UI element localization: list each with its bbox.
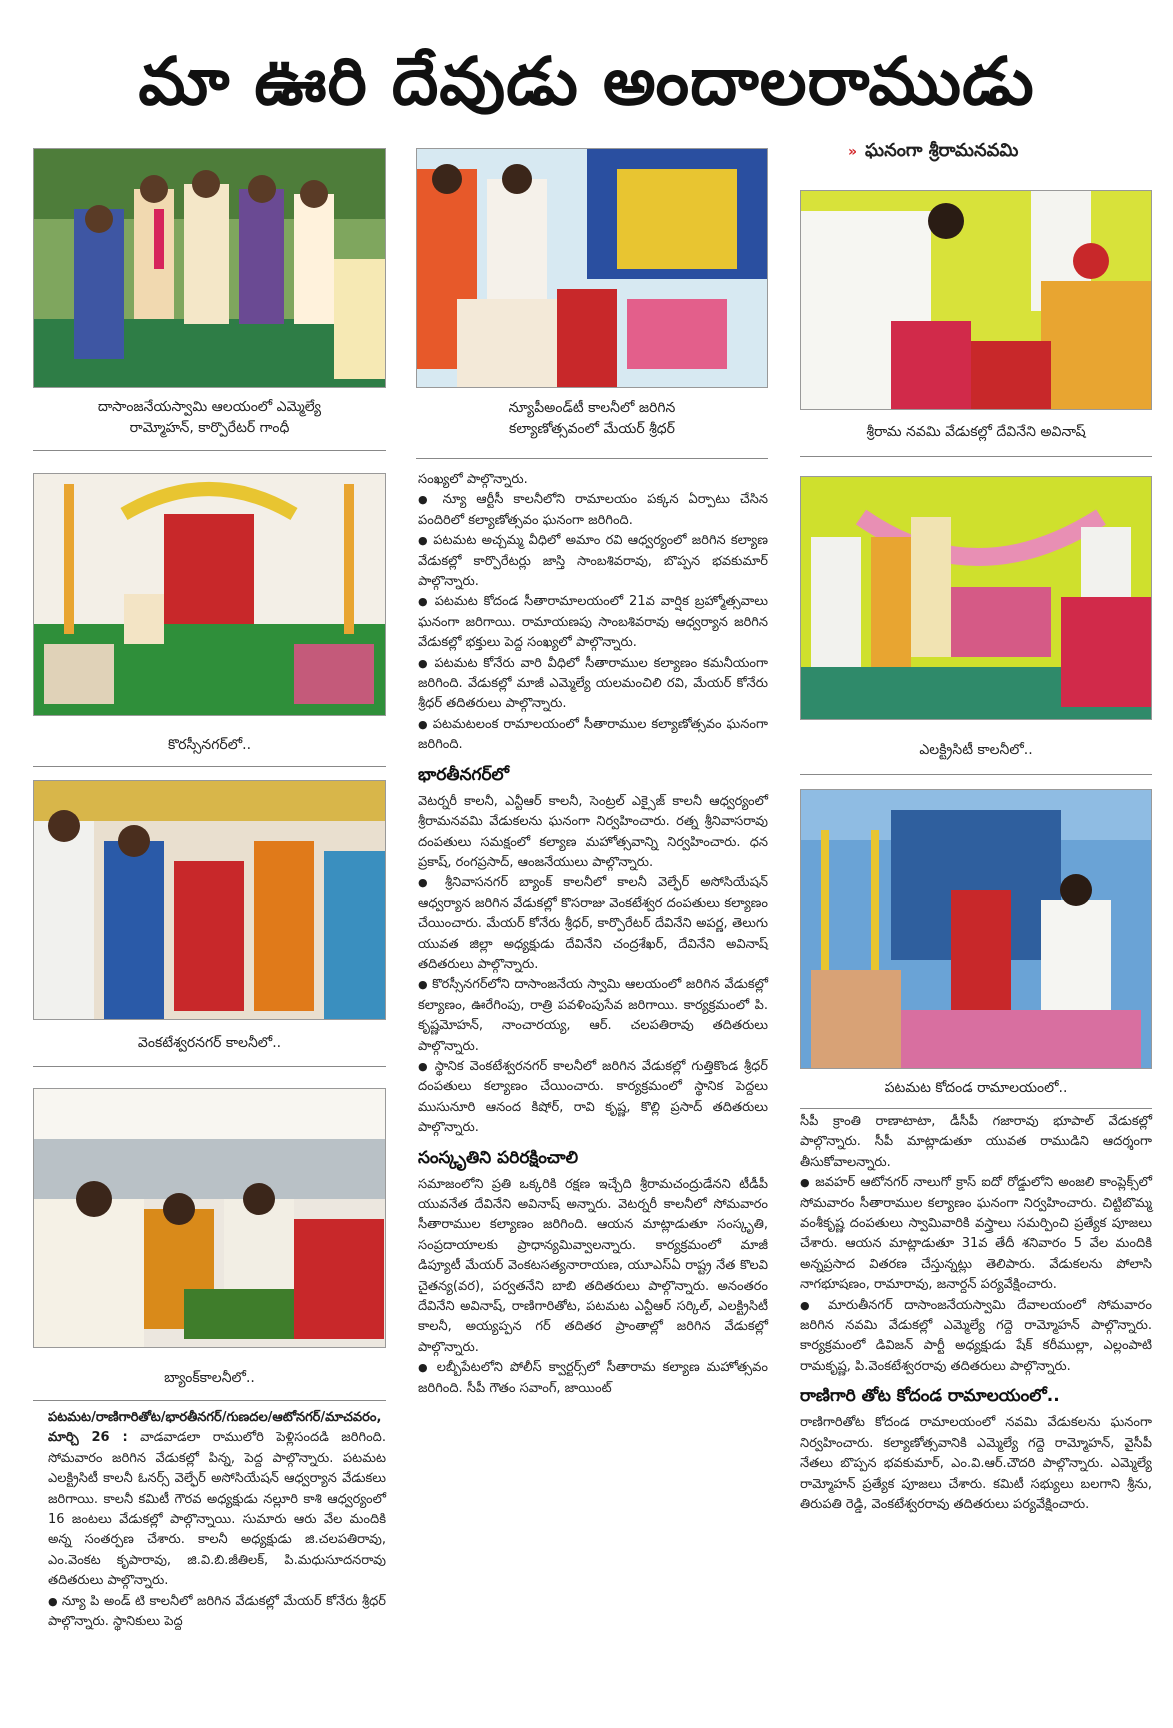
photo-caption: కొరస్సీనగర్‌లో..: [167, 737, 252, 753]
article-col2-text: [418, 470, 768, 1399]
bullet-paragraph: ● శ్రీనివాసనగర్ బ్యాంక్ కాలనీలో కాలనీ వెల్ఫేర్ అసోసియేషన్ ఆధ్వర్యాన జరిగిన వేడుకల్లో కొసరాజు వెంకటేశ్వర దంపతులు కల్యాణం చేయించారు. మేయర్ కోనేరు శ్రీధర్, కార్పొరేటర్ దేవినేని అపర్ణ, తెలుగు యువత జిల్లా అధ్యక్షుడు దేవినేని చంద్రశేఖర్, దేవినేని అవినాష్ తదితరులు పాల్గొన్నారు.: [418, 873, 768, 975]
bullet-paragraph: ● మారుతీనగర్ దాసాంజనేయస్వామి దేవాలయంలో సోమవారం జరిగిన నవమి వేడుకల్లో ఎమ్మెల్యే గద్దె రామ్మోహన్ పాల్గొన్నారు. కార్యక్రమంలో డివిజన్ పార్టీ అధ్యక్షుడు షేక్ కరీముల్లా, ఎల్లంపాటి రామకృష్ణ, పి.వెంకటేశ్వరరావు తదితరులు పాల్గొన్నారు.: [800, 1296, 1152, 1378]
divider: [800, 1108, 1152, 1109]
dateline: పటమట/రాణిగారితోట/భారతీనగర్/గుణదల/ఆటోనగర్/మాచవరం, మార్చి 26 :: [48, 1410, 382, 1446]
photo-caption: బ్యాంక్‌కాలనీలో..: [164, 1370, 255, 1386]
photo-caption: దాసాంజనేయస్వామి ఆలయంలో ఎమ్మెల్యే రామ్మోహన్, కార్పొరేటర్ గాంధీ: [97, 399, 322, 436]
bullet-paragraph: ● లబ్బీపేటలోని పోలీస్ క్వార్టర్స్‌లో సీతారామ కల్యాణ మహోత్సవం జరిగింది. సీపీ గౌతం సవాంగ్, జాయింట్: [418, 1358, 768, 1399]
bullet-paragraph: ● స్థానిక వెంకటేశ్వరనగర్ కాలనీలో జరిగిన వేడుకల్లో గుత్తికొండ శ్రీధర్ దంపతులు కల్యాణం చేయించారు. కార్యక్రమంలో స్థానిక పెద్దలు ముసునూరి ఆనంద కిషోర్, రావి కృష్ణ, కొల్లి ప్రసాద్ తదితరులు పాల్గొన్నారు.: [418, 1057, 768, 1139]
article-paragraph: సీపీ క్రాంతి రాణాటాటా, డీసీపీ గజారావు భూపాల్ వేడుకల్లో పాల్గొన్నారు. సీపీ మాట్లాడుతూ యువత రాముడిని ఆదర్శంగా తీసుకోవాలన్నారు.: [800, 1114, 1152, 1170]
bullet-paragraph: ● న్యూ పి అండ్ టి కాలనీలో జరిగిన వేడుకల్లో మేయర్ కోనేరు శ్రీధర్ పాల్గొన్నారు. స్థానికులు పెద్ద: [48, 1592, 386, 1633]
divider: [33, 1066, 386, 1067]
photo-electricity-colony: [800, 476, 1152, 720]
bullet-paragraph: ● కొరస్సీనగర్‌లోని దాసాంజనేయ స్వామి ఆలయంలో జరిగిన వేడుకల్లో కల్యాణం, ఊరేగింపు, రాత్రి పవళింపుసేవ జరిగాయి. కార్యక్రమంలో పి. కృష్ణమోహన్, నాంచారయ్య, ఆర్. చలపతిరావు తదితరులు పాల్గొన్నారు.: [418, 975, 768, 1057]
article-paragraph: సంఖ్యలో పాల్గొన్నారు.: [418, 472, 528, 487]
photo-bank-colony: [33, 1088, 386, 1348]
photo-korassi-nagar: [33, 473, 386, 716]
article-paragraph: వెటర్నరీ కాలనీ, ఎన్టీఆర్ కాలనీ, సెంట్రల్ ఎక్సైజ్ కాలనీ ఆధ్వర్యంలో శ్రీరామనవమి వేడుకలను ఘనంగా నిర్వహించారు. రత్న శ్రీనివాసరావు దంపతులు సమక్షంలో కల్యాణ మహోత్సవాన్ని నిర్వహించారు. ధన ప్రకాష్, రంగప్రసాద్, ఆంజనేయులు పాల్గొన్నారు.: [418, 793, 768, 870]
photo-avinash-navami: [800, 190, 1152, 410]
bullet-paragraph: ● న్యూ ఆర్టీసీ కాలనీలోని రామాలయం పక్కన ఏర్పాటు చేసిన పందిరిలో కల్యాణోత్సవం ఘనంగా జరిగింది.: [418, 490, 768, 531]
bullet-paragraph: ● జవహర్ ఆటోనగర్ నాలుగో క్రాస్ ఐదో రోడ్డులోని అంజలి కాంప్లెక్స్‌లో సోమవారం సీతారాముల కల్యాణం ఘనంగా నిర్వహించారు. చిట్టిబొమ్మ వంశీకృష్ణ దంపతులు స్వామివారికి వస్త్రాలు సమర్పించి ప్రత్యేక పూజలు చేశారు. ఆయన మాట్లాడుతూ 31వ తేదీ శనివారం 5 వేల మందికి అన్నప్రసాద వితరణ చేస్తున్నట్లు తెలిపారు. వేడుకలను పోలాసి నాగభూషణం, రామారావు, జనార్దన్ పర్యవేక్షించారు.: [800, 1173, 1152, 1295]
bullet-paragraph: ● పటమట కోదండ సీతారామాలయంలో 21వ వార్షిక బ్రహ్మోత్సవాలు ఘనంగా జరిగాయి. రామాయణపు సాంబశివరావు ఆధ్వర్యాన జరిగిన వేడుకల్లో భక్తులు పెద్ద సంఖ్యలో పాల్గొన్నారు.: [418, 592, 768, 653]
photo-dasanjaneya-temple: [33, 148, 386, 388]
article-paragraph: రాణిగారితోట కోదండ రామాలయంలో నవమి వేడుకలను ఘనంగా నిర్వహించారు. కల్యాణోత్సవానికి ఎమ్మెల్యే గద్దె రామ్మోహన్, వైసీపీ నేతలు బొప్పన భవకుమార్, ఎం.వి.ఆర్.చౌదరి పాల్గొన్నారు. ఎమ్మెల్యే రామ్మోహన్ ప్రత్యేక పూజలు చేశారు. కమిటీ సభ్యులు బలగాని శ్రీను, తిరుపతి రెడ్డి, వెంకటేశ్వరరావు తదితరులు పర్యవేక్షించారు.: [800, 1415, 1152, 1512]
divider: [33, 1400, 386, 1401]
photo-caption: పటమట కోదండ రామాలయంలో..: [884, 1080, 1068, 1096]
page-headline: మా ఊరి దేవుడు అందాలరాముడు: [138, 43, 1035, 120]
kicker-label: ఘనంగా శ్రీరామనవమి: [865, 140, 1019, 161]
article-paragraph: సమాజంలోని ప్రతి ఒక్కరికి రక్షణ ఇచ్చేది శ్రీరామచంద్రుడేనని టీడీపీ యువనేత దేవినేని అవినాష్ అన్నారు. వెటర్నరీ కాలనీలో సోమవారం సీతారాముల కల్యాణం జరిగింది. ఆయన మాట్లాడుతూ సంస్కృతి, సంప్రదాయాలకు ప్రాధాన్యమివ్వాలన్నారు. కార్యక్రమంలో మాజీ డిప్యూటీ మేయర్ వెంకటసత్యనారాయణ, యూఎస్‌ఏ రాష్ట్ర నేత కొలవి చైతన్య(వర), పర్వతనేని బాబి తదితరులు పాల్గొన్నారు. అనంతరం దేవినేని అవినాష్, రాణిగారితోట, పటమట ఎన్టీఆర్ సర్కిల్, ఎలక్ట్రిసిటీ కాలనీ, అయ్యప్పన గర్ తదితర ప్రాంతాల్లో జరిగిన వేడుకల్లో పాల్గొన్నారు.: [418, 1176, 768, 1355]
photo-caption: శ్రీరామ నవమి వేడుకల్లో దేవినేని అవినాష్: [866, 424, 1086, 440]
double-arrow-icon: »: [848, 144, 858, 160]
article-paragraph: వాడవాడలా రాములోరి పెళ్లిసందడి జరిగింది. సోమవారం జరిగిన వేడుకల్లో పిన్న, పెద్ద పాల్గొన్నారు. పటమట ఎలక్ట్రిసిటీ కాలనీ ఓనర్స్ వెల్ఫేర్ అసోసియేషన్ ఆధ్వర్యాన వేడుకలు జరిగాయి. కాలనీ కమిటీ గౌరవ అధ్యక్షుడు నల్లూరి కాశి ఆధ్వర్యంలో 16 జంటలు వేడుకల్లో పాల్గొన్నాయి. సుమారు ఆరు వేల మందికి అన్న సంతర్పణ చేశారు. కాలనీ అధ్యక్షుడు జి.చలపతిరావు, ఎం.వెంకట కృపారావు, జి.వి.బి.జీతిలక్, పి.మధుసూదనరావు తదితరులు పాల్గొన్నారు.: [48, 1430, 386, 1589]
section-kicker: [848, 138, 1148, 165]
divider: [33, 766, 386, 767]
photo-pt-colony-kalyanam: [416, 148, 768, 388]
section-subhead: సంస్కృతిని పరిరక్షించాలి: [418, 1147, 579, 1168]
bullet-paragraph: ● పటమట అచ్చమ్మ వీధిలో అమాం రవి ఆధ్వర్యంలో జరిగిన కల్యాణ వేడుకల్లో కార్పొరేటర్లు జాస్తి సాంబశివరావు, బొప్పన భవకుమార్ పాల్గొన్నారు.: [418, 531, 768, 592]
divider: [416, 458, 768, 459]
section-subhead: భారతీనగర్‌లో: [418, 764, 510, 785]
photo-caption: ఎలక్ట్రిసిటీ కాలనీలో..: [919, 742, 1033, 758]
section-subhead: రాణిగారి తోట కోదండ రామాలయంలో..: [800, 1386, 1060, 1407]
divider: [800, 456, 1152, 457]
photo-patamata-kodanda: [800, 789, 1152, 1069]
bullet-paragraph: ● పటమటలంక రామాలయంలో సీతారాముల కల్యాణోత్సవం ఘనంగా జరిగింది.: [418, 715, 768, 756]
bullet-paragraph: ● పటమట కోనేరు వారి వీధిలో సీతారాముల కల్యాణం కమనీయంగా జరిగింది. వేడుకల్లో మాజీ ఎమ్మెల్యే యలమంచిలి రవి, మేయర్ కోనేరు శ్రీధర్ తదితరులు పాల్గొన్నారు.: [418, 654, 768, 715]
article-col3-text: [800, 1112, 1152, 1515]
divider: [800, 774, 1152, 775]
article-col1-text: [48, 1408, 386, 1632]
photo-caption: న్యూపీఅండ్‌టీ కాలనీలో జరిగిన కల్యాణోత్సవంలో మేయర్ శ్రీధర్: [508, 400, 676, 437]
photo-caption: వెంకటేశ్వరనగర్ కాలనీలో..: [137, 1035, 282, 1051]
divider: [33, 450, 386, 451]
photo-venkateswara-nagar: [33, 780, 386, 1020]
